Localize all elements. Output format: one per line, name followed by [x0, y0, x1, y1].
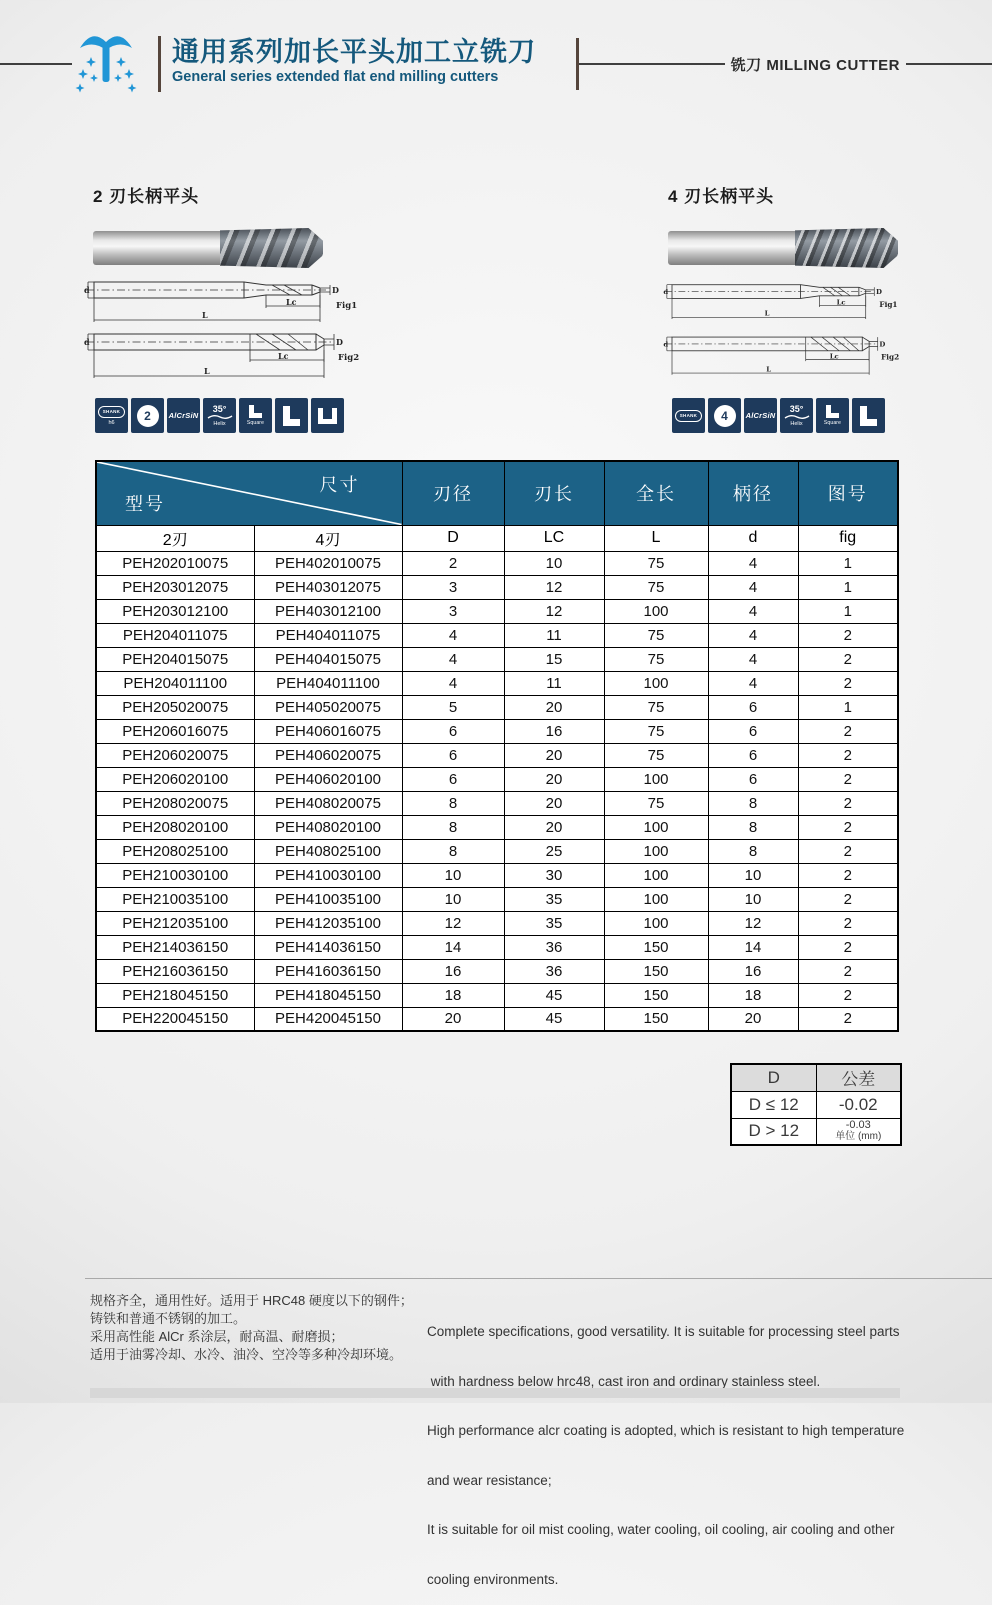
table-header-row: [96, 461, 898, 525]
table-cell: PEH216036150: [96, 959, 254, 983]
table-cell: 2: [402, 551, 504, 575]
helix-angle-label: 35°: [212, 404, 227, 414]
table-cell: PEH206020075: [96, 743, 254, 767]
subheader-LC: LC: [504, 525, 604, 551]
table-cell: 100: [604, 815, 708, 839]
table-cell: 45: [504, 1007, 604, 1031]
slot-profile-badge: [311, 398, 344, 433]
table-cell: PEH416036150: [254, 959, 402, 983]
table-cell: 2: [798, 839, 898, 863]
header-divider-left: [158, 36, 161, 92]
fig-no-header: 图号: [798, 461, 898, 525]
corner-L-icon: [283, 406, 300, 426]
table-cell: 4: [708, 599, 798, 623]
footer-cn-line: 规格齐全，通用性好。适用于 HRC48 硬度以下的钢件；: [90, 1293, 413, 1308]
flute-count-icon: 4: [714, 405, 736, 427]
footer-notes-cn: [90, 1292, 425, 1364]
tolerance-row: [731, 1091, 901, 1118]
table-cell: 75: [604, 623, 708, 647]
table-cell: 100: [604, 767, 708, 791]
subheader-fig: fig: [798, 525, 898, 551]
subheader-d: d: [708, 525, 798, 551]
table-row: [96, 575, 898, 599]
table-row: [96, 1007, 898, 1031]
table-cell: PEH403012100: [254, 599, 402, 623]
helix-angle-label: 35°: [789, 404, 804, 414]
endmill-photo-2-flute: [93, 228, 323, 268]
table-cell: 12: [504, 575, 604, 599]
table-cell: PEH410035100: [254, 887, 402, 911]
table-cell: 15: [504, 647, 604, 671]
size-header: 尺寸: [319, 475, 360, 495]
table-cell: 150: [604, 1007, 708, 1031]
spec-table-body: [96, 551, 898, 1031]
model-size-header-cell: [96, 461, 402, 525]
table-cell: PEH420045150: [254, 1007, 402, 1031]
footer-en-line: cooling environments.: [427, 1571, 559, 1587]
table-cell: 6: [402, 719, 504, 743]
table-cell: PEH208020075: [96, 791, 254, 815]
square-label: Square: [823, 420, 842, 426]
table-cell: PEH408020075: [254, 791, 402, 815]
dim-label-d: d: [84, 337, 90, 347]
dim-label-D: D: [876, 288, 882, 297]
dim-label-D: D: [879, 340, 886, 349]
shank-grade-label: h6: [108, 419, 115, 426]
subheader-2flute: 2刃: [96, 525, 254, 551]
table-row: [96, 647, 898, 671]
coating-label: AlCrSiN: [745, 411, 776, 420]
table-cell: 12: [708, 911, 798, 935]
table-cell: 14: [708, 935, 798, 959]
table-cell: 10: [504, 551, 604, 575]
dim-label-L: L: [202, 310, 208, 320]
helix-wave-icon: [784, 414, 810, 420]
table-cell: PEH406016075: [254, 719, 402, 743]
table-cell: 2: [798, 863, 898, 887]
table-cell: 20: [504, 767, 604, 791]
coating-badge: [744, 398, 777, 433]
helix-badge: [203, 398, 236, 433]
table-cell: 2: [798, 791, 898, 815]
badges-4-flute: [672, 398, 885, 433]
photo-shank: [93, 231, 224, 265]
table-cell: 100: [604, 887, 708, 911]
section-title-4-flute: 4 刃长柄平头: [668, 187, 775, 206]
table-cell: PEH412035100: [254, 911, 402, 935]
table-cell: PEH405020075: [254, 695, 402, 719]
table-cell: 20: [504, 743, 604, 767]
table-cell: 100: [604, 863, 708, 887]
table-cell: 75: [604, 647, 708, 671]
table-row: [96, 959, 898, 983]
table-cell: 100: [604, 911, 708, 935]
table-row: [96, 671, 898, 695]
table-cell: 75: [604, 791, 708, 815]
table-cell: PEH418045150: [254, 983, 402, 1007]
table-cell: 36: [504, 935, 604, 959]
table-cell: 10: [708, 887, 798, 911]
table-row: [96, 743, 898, 767]
tolerance-range: D > 12: [731, 1118, 816, 1145]
table-cell: PEH408020100: [254, 815, 402, 839]
table-cell: 4: [708, 647, 798, 671]
dim-label-Lc: Lc: [829, 352, 839, 361]
brand-logo: [74, 26, 138, 102]
footer-en-line: It is suitable for oil mist cooling, water cooling, oil cooling, air cooling and other: [427, 1522, 895, 1537]
table-cell: PEH203012075: [96, 575, 254, 599]
table-cell: 1: [798, 695, 898, 719]
coating-badge: [167, 398, 200, 433]
drawing-4-flute-fig2: [660, 328, 900, 383]
footer-en-line: High performance alcr coating is adopted, which is resistant to high temperature: [427, 1423, 905, 1438]
square-end-icon: [249, 405, 262, 418]
table-cell: PEH414036150: [254, 935, 402, 959]
photo-shank: [668, 231, 799, 265]
tolerance-header-d: D: [731, 1064, 816, 1091]
footer-cn-line: 铸铁和普通不锈钢的加工。: [90, 1311, 247, 1326]
table-row: [96, 623, 898, 647]
table-row: [96, 839, 898, 863]
tolerance-range: D ≤ 12: [731, 1091, 816, 1118]
slot-U-icon: [318, 408, 337, 424]
table-cell: 3: [402, 575, 504, 599]
table-cell: PEH408025100: [254, 839, 402, 863]
table-cell: PEH208025100: [96, 839, 254, 863]
table-cell: 8: [402, 839, 504, 863]
dim-label-L: L: [764, 309, 770, 318]
dim-label-d: d: [84, 285, 90, 295]
table-cell: 1: [798, 575, 898, 599]
footer-en-line: with hardness below hrc48, cast iron and ordinary stainless steel.: [427, 1373, 821, 1389]
table-cell: 2: [798, 959, 898, 983]
table-cell: 6: [708, 695, 798, 719]
table-cell: 25: [504, 839, 604, 863]
footer-cn-line: 适用于油雾冷却、水冷、油冷、空冷等多种冷却环境。: [90, 1347, 403, 1362]
table-cell: 18: [708, 983, 798, 1007]
helix-wave-icon: [207, 414, 233, 420]
page-subtitle: General series extended flat end milling cutters: [172, 69, 499, 85]
table-cell: 11: [504, 671, 604, 695]
table-row: [96, 815, 898, 839]
table-cell: 12: [402, 911, 504, 935]
table-cell: 4: [402, 623, 504, 647]
table-cell: 6: [402, 767, 504, 791]
table-cell: 2: [798, 983, 898, 1007]
table-cell: PEH202010075: [96, 551, 254, 575]
tolerance-value: -0.02: [816, 1091, 901, 1118]
table-cell: 11: [504, 623, 604, 647]
footer-en-line: and wear resistance;: [427, 1472, 552, 1488]
table-cell: 4: [708, 671, 798, 695]
photo-flutes: [220, 228, 324, 268]
table-cell: PEH404011075: [254, 623, 402, 647]
table-cell: 2: [798, 935, 898, 959]
shank-dia-header: 柄径: [708, 461, 798, 525]
shank-icon: SHANK: [675, 410, 702, 422]
table-cell: 35: [504, 887, 604, 911]
table-cell: PEH406020100: [254, 767, 402, 791]
drawing-2-flute-fig2: [80, 328, 360, 383]
table-cell: 2: [798, 911, 898, 935]
footer-bar: [90, 1388, 900, 1398]
table-cell: 150: [604, 959, 708, 983]
table-cell: 16: [504, 719, 604, 743]
overall-len-header: 全长: [604, 461, 708, 525]
header-category: [579, 55, 992, 73]
table-cell: 2: [798, 743, 898, 767]
drawing-2-flute-fig1: [80, 276, 360, 326]
fig2-label: Fig2: [881, 352, 900, 362]
endmill-photo-4-flute: [668, 228, 898, 268]
table-cell: PEH214036150: [96, 935, 254, 959]
table-cell: 36: [504, 959, 604, 983]
table-cell: 10: [402, 887, 504, 911]
tolerance-header-tol: 公差: [816, 1064, 901, 1091]
table-cell: 8: [708, 839, 798, 863]
dim-label-Lc: Lc: [836, 298, 846, 307]
dim-label-Lc: Lc: [278, 351, 289, 361]
footer-notes-en: [427, 1291, 987, 1605]
table-cell: 10: [402, 863, 504, 887]
dim-label-D: D: [336, 337, 343, 347]
table-cell: 3: [402, 599, 504, 623]
fig1-label: Fig1: [336, 301, 358, 311]
shank-badge: [95, 398, 128, 433]
tolerance-row: [731, 1118, 901, 1145]
table-cell: 150: [604, 935, 708, 959]
coating-label: AlCrSiN: [168, 411, 199, 420]
table-cell: 45: [504, 983, 604, 1007]
dim-label-d: d: [663, 288, 669, 297]
table-cell: PEH406020075: [254, 743, 402, 767]
table-cell: 35: [504, 911, 604, 935]
table-cell: PEH210030100: [96, 863, 254, 887]
subheader-L: L: [604, 525, 708, 551]
flute-count-icon: 2: [137, 405, 159, 427]
tolerance-table: [730, 1063, 902, 1146]
unit-label: 单位 (mm): [835, 1131, 882, 1143]
table-cell: PEH212035100: [96, 911, 254, 935]
spec-table: [95, 460, 899, 1032]
table-cell: PEH204011100: [96, 671, 254, 695]
dim-label-Lc: Lc: [286, 297, 297, 307]
header-left-rule: [0, 63, 72, 65]
table-cell: 20: [504, 791, 604, 815]
table-cell: PEH403012075: [254, 575, 402, 599]
table-cell: 12: [504, 599, 604, 623]
table-cell: 2: [798, 767, 898, 791]
corner-profile-badge: [852, 398, 885, 433]
table-cell: 20: [402, 1007, 504, 1031]
table-cell: 4: [402, 671, 504, 695]
table-cell: 75: [604, 743, 708, 767]
table-cell: 75: [604, 695, 708, 719]
section-title-2-flute: 2 刃长柄平头: [93, 187, 200, 206]
helix-label: Helix: [213, 421, 226, 427]
subheader-D: D: [402, 525, 504, 551]
table-cell: 100: [604, 671, 708, 695]
table-cell: 20: [504, 815, 604, 839]
table-cell: 2: [798, 815, 898, 839]
table-cell: 6: [708, 743, 798, 767]
square-end-badge: [816, 398, 849, 433]
table-cell: 8: [402, 815, 504, 839]
flute-count-badge: [131, 398, 164, 433]
table-cell: 8: [708, 791, 798, 815]
table-cell: 1: [798, 599, 898, 623]
cut-len-header: 刃长: [504, 461, 604, 525]
table-cell: 100: [604, 599, 708, 623]
page-title-block: [172, 36, 572, 87]
footer-cn-line: 采用高性能 AlCr 系涂层，耐高温、耐磨损；: [90, 1329, 344, 1344]
table-cell: 6: [402, 743, 504, 767]
table-cell: 18: [402, 983, 504, 1007]
table-cell: PEH204015075: [96, 647, 254, 671]
table-cell: PEH404011100: [254, 671, 402, 695]
corner-L-icon: [860, 406, 877, 426]
table-row: [96, 791, 898, 815]
table-cell: PEH220045150: [96, 1007, 254, 1031]
table-cell: 30: [504, 863, 604, 887]
table-cell: 4: [708, 551, 798, 575]
table-row: [96, 599, 898, 623]
table-row: [96, 695, 898, 719]
table-cell: PEH218045150: [96, 983, 254, 1007]
table-cell: 16: [708, 959, 798, 983]
helix-badge: [780, 398, 813, 433]
table-row: [96, 911, 898, 935]
square-label: Square: [246, 420, 265, 426]
footer-rule: [85, 1278, 992, 1279]
flute-count-badge: [708, 398, 741, 433]
table-row: [96, 887, 898, 911]
table-cell: PEH205020075: [96, 695, 254, 719]
table-cell: 10: [708, 863, 798, 887]
table-cell: PEH203012100: [96, 599, 254, 623]
dim-label-d: d: [663, 340, 669, 349]
table-row: [96, 719, 898, 743]
footer-en-line: Complete specifications, good versatility. It is suitable for processing steel parts: [427, 1324, 900, 1339]
table-cell: 6: [708, 719, 798, 743]
table-cell: 75: [604, 551, 708, 575]
table-cell: 20: [708, 1007, 798, 1031]
corner-profile-badge: [275, 398, 308, 433]
table-cell: PEH206020100: [96, 767, 254, 791]
dim-label-D: D: [332, 285, 339, 295]
table-cell: PEH208020100: [96, 815, 254, 839]
square-end-badge: [239, 398, 272, 433]
cut-dia-header: 刃径: [402, 461, 504, 525]
table-cell: PEH204011075: [96, 623, 254, 647]
table-row: [96, 551, 898, 575]
table-cell: 8: [708, 815, 798, 839]
square-end-icon: [826, 405, 839, 418]
table-cell: 2: [798, 887, 898, 911]
table-cell: 4: [402, 647, 504, 671]
table-cell: PEH402010075: [254, 551, 402, 575]
table-cell: 20: [504, 695, 604, 719]
header-rule-segment: [579, 63, 725, 65]
table-row: [96, 935, 898, 959]
page-title: 通用系列加长平头加工立铣刀: [172, 37, 536, 67]
table-cell: 2: [798, 1007, 898, 1031]
table-cell: 8: [402, 791, 504, 815]
table-cell: 2: [798, 671, 898, 695]
table-cell: PEH206016075: [96, 719, 254, 743]
table-cell: 4: [708, 575, 798, 599]
helix-label: Helix: [790, 421, 803, 427]
table-cell: 16: [402, 959, 504, 983]
header-rule-segment: [906, 63, 992, 65]
table-cell: 2: [798, 647, 898, 671]
table-cell: 14: [402, 935, 504, 959]
shank-icon: SHANK: [98, 406, 125, 418]
dim-label-L: L: [204, 366, 210, 376]
shank-badge: [672, 398, 705, 433]
category-label: 铣刀 MILLING CUTTER: [730, 56, 900, 74]
fig1-label: Fig1: [879, 300, 898, 309]
fig2-label: Fig2: [338, 353, 360, 363]
table-cell: 75: [604, 719, 708, 743]
table-cell: PEH404015075: [254, 647, 402, 671]
dim-label-L: L: [766, 365, 772, 374]
table-row: [96, 767, 898, 791]
table-row: [96, 983, 898, 1007]
table-cell: 2: [798, 719, 898, 743]
table-cell: 1: [798, 551, 898, 575]
table-row: [96, 863, 898, 887]
table-subheader-row: [96, 525, 898, 551]
table-cell: 2: [798, 623, 898, 647]
table-cell: 100: [604, 839, 708, 863]
table-cell: 75: [604, 575, 708, 599]
tolerance-header-row: [731, 1064, 901, 1091]
subheader-4flute: 4刃: [254, 525, 402, 551]
table-cell: PEH410030100: [254, 863, 402, 887]
table-cell: 6: [708, 767, 798, 791]
photo-flutes: [795, 228, 899, 268]
tolerance-value: [816, 1118, 901, 1145]
tolerance-value-small: -0.03: [845, 1119, 871, 1132]
model-header: 型号: [125, 493, 165, 514]
badges-2-flute: [95, 398, 344, 433]
drawing-4-flute-fig1: [660, 276, 900, 326]
table-cell: PEH210035100: [96, 887, 254, 911]
table-cell: 150: [604, 983, 708, 1007]
table-cell: 4: [708, 623, 798, 647]
table-cell: 5: [402, 695, 504, 719]
